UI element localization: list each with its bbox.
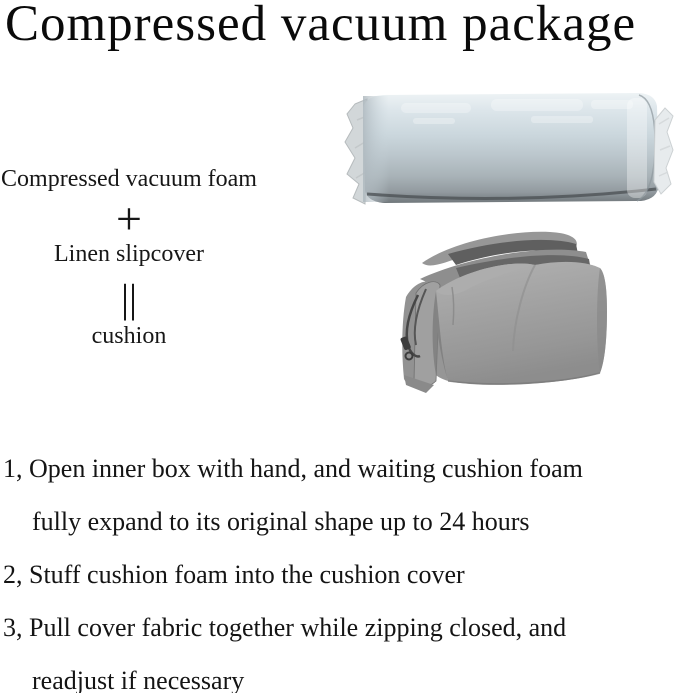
page-title: Compressed vacuum package	[5, 0, 637, 52]
foam-roll-body	[363, 93, 659, 203]
equation-block	[0, 160, 258, 350]
cover-label: Linen slipcover	[54, 241, 204, 267]
foam-label: Compressed vacuum foam	[1, 166, 257, 192]
instruction-step-3: 3, Pull cover fabric together while zipping closed, and	[3, 613, 567, 642]
plus-symbol: +	[116, 193, 142, 244]
instruction-step-1: 1, Open inner box with hand, and waiting cushion foam	[3, 454, 583, 483]
plastic-wrap-right-end	[654, 108, 673, 194]
slipcover-photo	[392, 227, 618, 395]
slipcover-front-panel	[433, 262, 607, 385]
equals-symbol: ||	[120, 276, 137, 321]
instructions-block	[3, 442, 675, 693]
instruction-step-3-cont: readjust if necessary	[32, 666, 245, 693]
result-label: cushion	[91, 323, 167, 349]
foam-roll-photo	[343, 90, 675, 214]
instruction-step-1-cont: fully expand to its original shape up to 24 hours	[32, 507, 530, 536]
instruction-step-2: 2, Stuff cushion foam into the cushion cover	[3, 560, 465, 589]
